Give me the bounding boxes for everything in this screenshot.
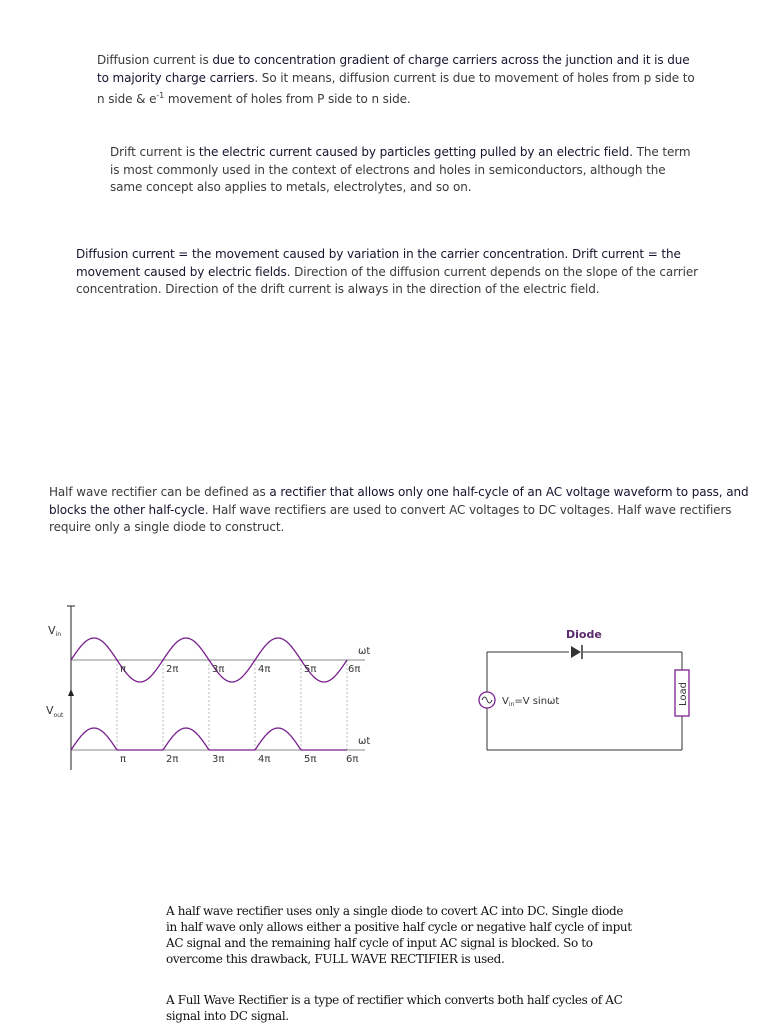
- diode-label: Diode: [566, 628, 602, 641]
- vout-half-wave: [71, 728, 347, 750]
- wt-bottom-label: ωt: [358, 736, 371, 747]
- tick-bottom-2pi: 2π: [166, 754, 179, 765]
- tick-top-6pi: 6π: [348, 664, 361, 675]
- p1-superscript: -1: [156, 91, 165, 100]
- p4-text-a: Half wave rectifier can be defined as: [49, 485, 270, 499]
- tick-bottom-5pi: 5π: [304, 754, 317, 765]
- diode-symbol: [571, 646, 581, 658]
- diffusion-vs-drift-paragraph: [76, 246, 726, 299]
- p1-text-c: . So it means, diffusion current is due to movement of holes from p side to n side & e: [97, 70, 695, 106]
- load-label: Load: [678, 682, 689, 706]
- wt-top-label: ωt: [358, 646, 371, 657]
- drift-current-paragraph: [110, 144, 700, 197]
- p1-text-d: movement of holes from P side to n side.: [164, 92, 411, 106]
- p1-highlight: due to concentration gradient of charge carriers across the junction and it is due to majority charge carriers: [97, 53, 690, 85]
- vout-axis-arrow: [68, 689, 74, 696]
- p3-highlight: Diffusion current = the movement caused by variation in the carrier concentration. Drift current = the movement caused by electric fields: [76, 247, 681, 279]
- tick-top-pi: π: [120, 664, 127, 675]
- tick-bottom-3pi: 3π: [212, 754, 225, 765]
- p3-text-c: . Direction of the diffusion current depends on the slope of the carrier concentration. Direction of the drift current is always in the direction of the electric field.: [76, 264, 698, 296]
- source-voltage-label: $V_{in}=V$ sinωt: [502, 696, 560, 708]
- tick-bottom-4pi: 4π: [258, 754, 271, 765]
- p2-text-a: Drift current is: [110, 145, 199, 159]
- p2-text-c: . The term is most commonly used in the context of electrons and holes in semiconductors, although the same concept also applies to metals, electrolytes, and so on.: [110, 145, 691, 194]
- half-wave-waveform-diagram: [40, 598, 380, 778]
- p1-text-a: Diffusion current is: [97, 53, 213, 67]
- half-wave-drawback-paragraph: A half wave rectifier uses only a single diode to covert AC into DC. Single diode in half wave only allows either a positive half cycle or negative half cycle of input AC signal and the remaining half cycle of input AC signal is blocked. So to overcome this drawback, FULL WAVE RECTIFIER is used.: [166, 904, 632, 966]
- full-wave-definition-paragraph: A Full Wave Rectifier is a type of rectifier which converts both half cycles of AC signal into DC signal.: [166, 993, 623, 1023]
- p2-highlight: the electric current caused by particles getting pulled by an electric field: [198, 145, 630, 159]
- half-wave-definition-paragraph: [49, 484, 749, 537]
- vout-label: $V_{out}$: [46, 704, 64, 719]
- tick-top-3pi: 3π: [212, 664, 225, 675]
- tick-top-5pi: 5π: [304, 664, 317, 675]
- diffusion-current-paragraph: [97, 52, 697, 109]
- tick-top-2pi: 2π: [166, 664, 179, 675]
- tick-bottom-pi: π: [120, 754, 127, 765]
- tick-top-4pi: 4π: [258, 664, 271, 675]
- p4-text-c: . Half wave rectifiers are used to convert AC voltages to DC voltages. Half wave rectifiers require only a single diode to construct.: [49, 502, 732, 534]
- tick-bottom-6pi: 6π: [346, 754, 359, 765]
- vin-label: Vin: [48, 624, 62, 638]
- half-wave-circuit-diagram: [470, 620, 730, 760]
- p4-highlight: a rectifier that allows only one half-cycle of an AC voltage waveform to pass, and blocks the other half-cycle: [49, 485, 749, 517]
